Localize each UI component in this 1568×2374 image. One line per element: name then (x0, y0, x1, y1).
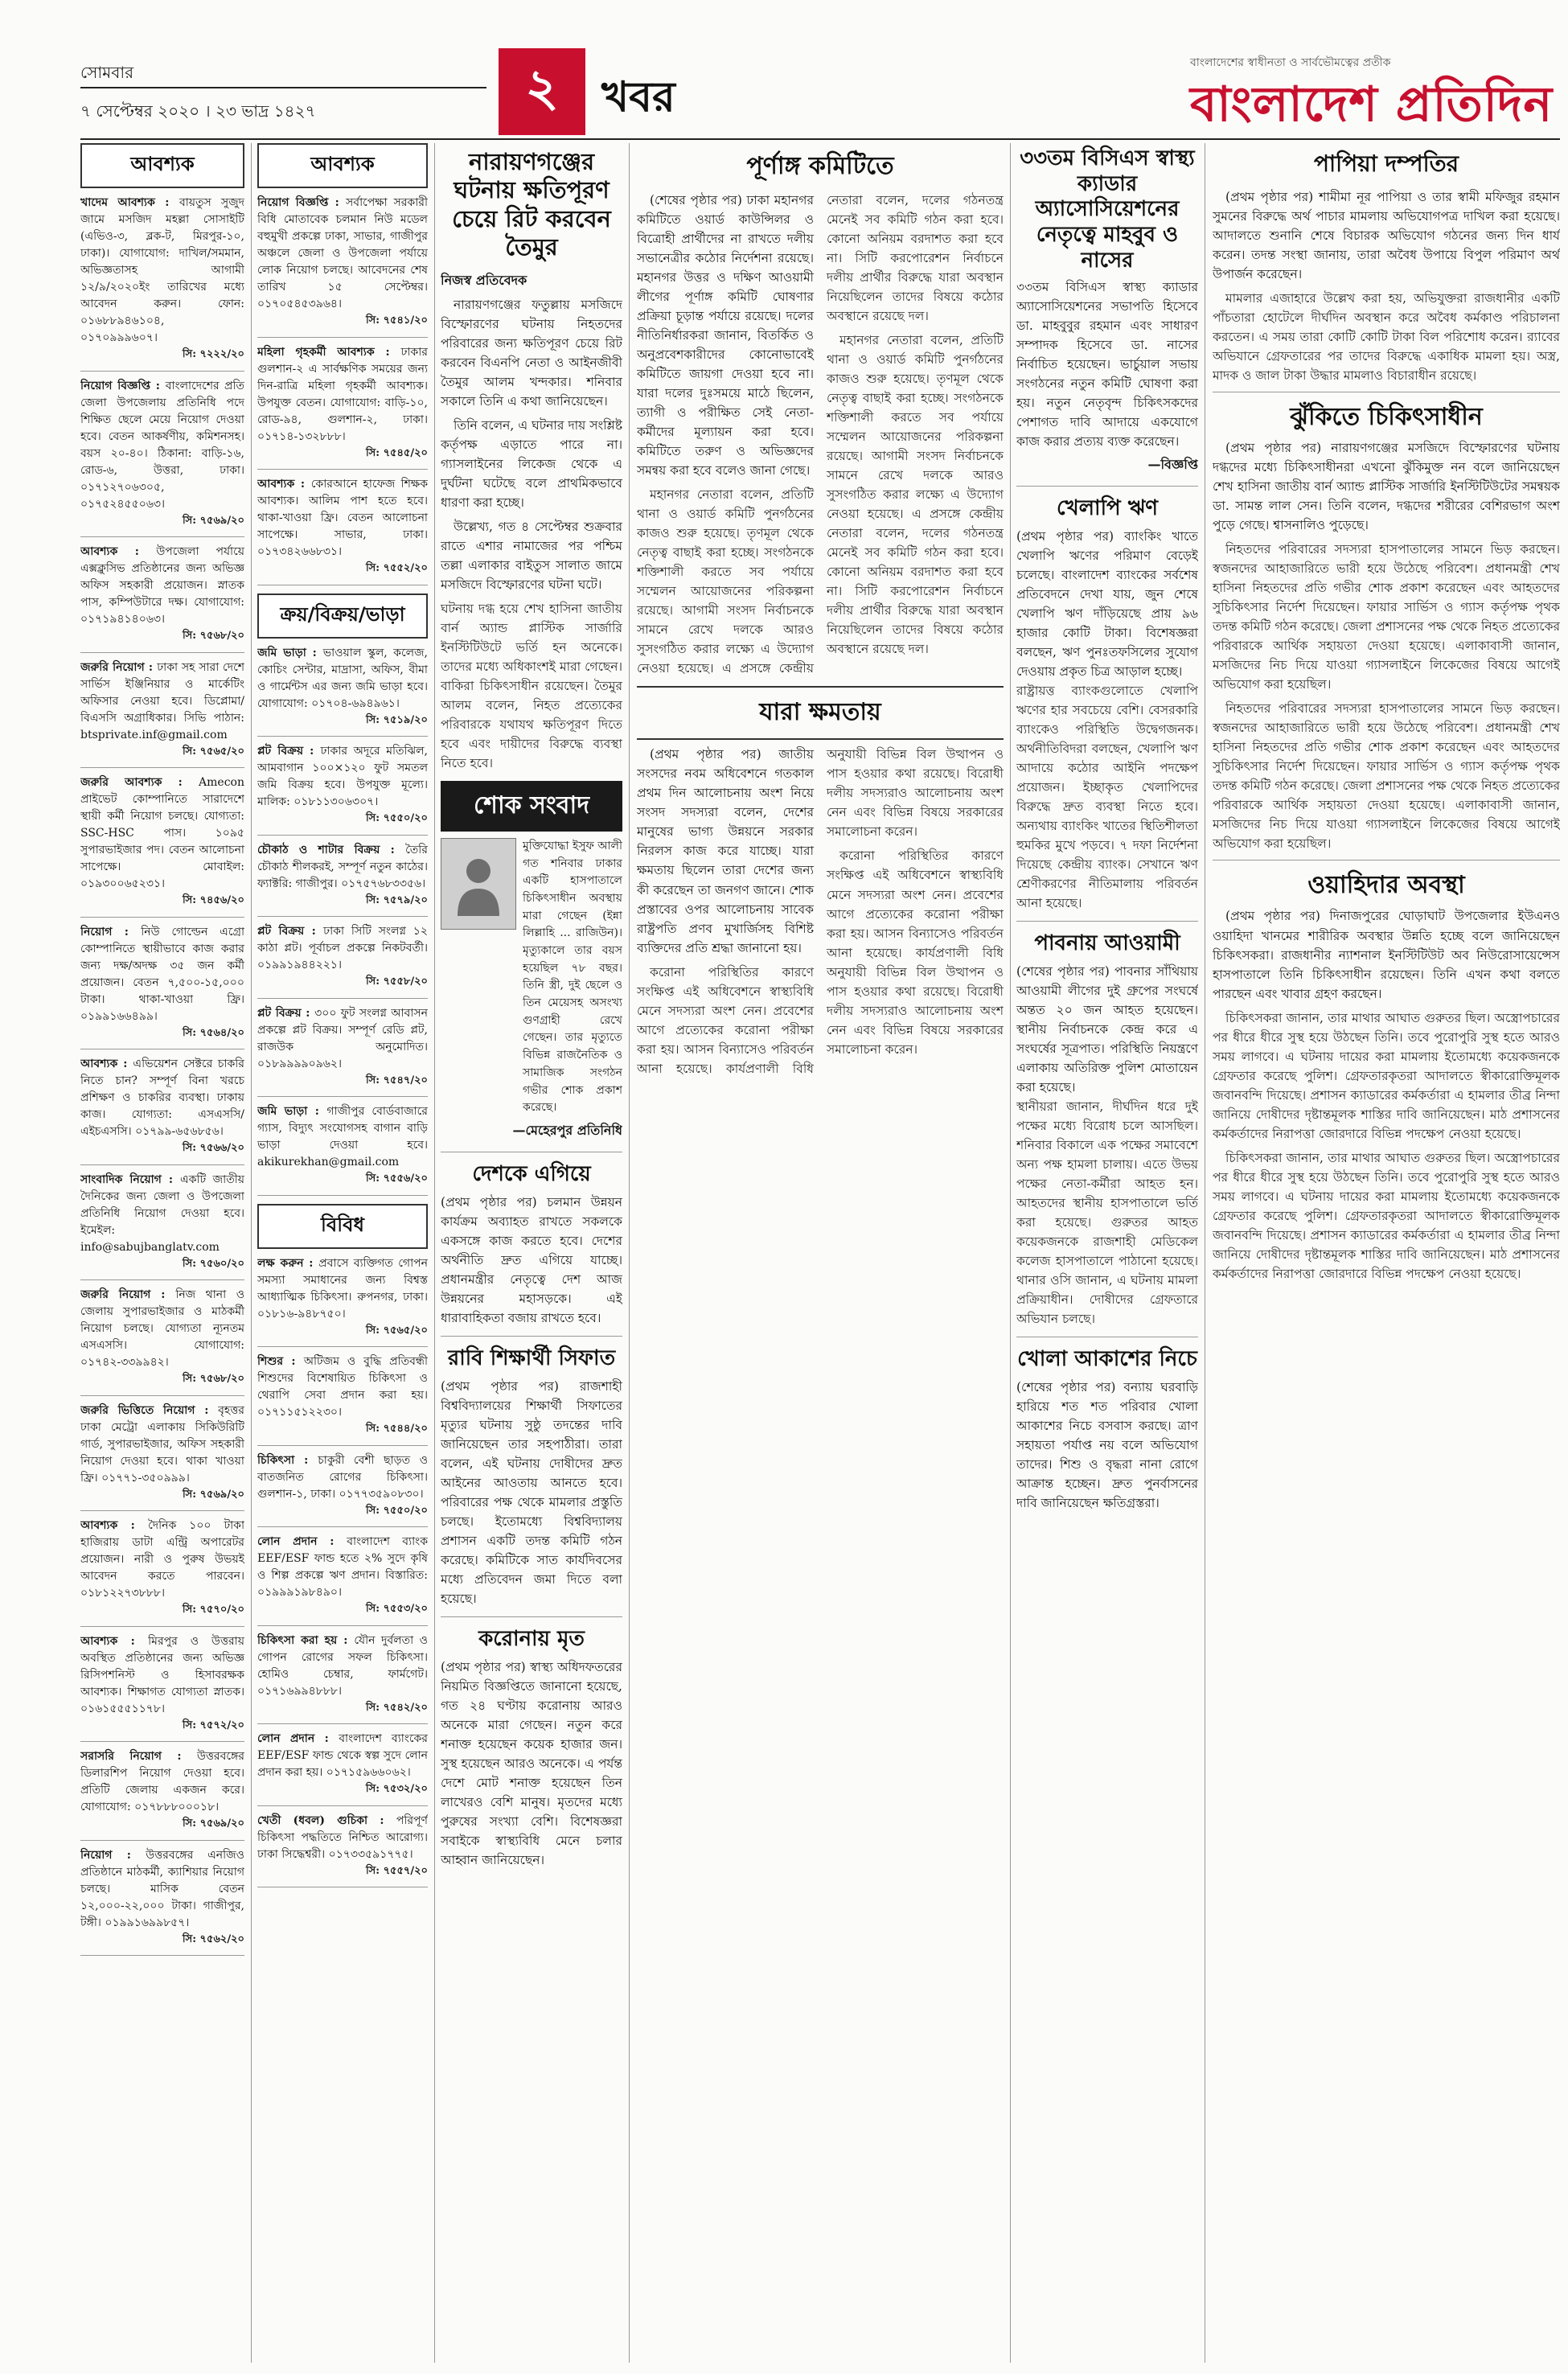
ad-text: মিরপুর ও উত্তরায় অবস্থিত প্রতিষ্ঠানের জন্য অভিজ্ঞ রিসিপশনিস্ট ও হিসাবরক্ষক আবশ্যক। শিক্ষাগত যোগ্যতা স্নাতক। ০১৬১৫৫৫১১৭৮। (80, 1634, 244, 1715)
ad-reference: সি: ৭৫৪৫/২০ (365, 446, 428, 459)
classified-ad (80, 1627, 244, 1743)
ad-text: কোরআনে হাফেজ শিক্ষক আবশ্যক। আলিম পাশ হতে হবে। থাকা-খাওয়া ফ্রি। বেতন আলোচনা সাপেক্ষে। সাভার, ঢাকা। ০১৭৩৪২৬৬৮৩১। (257, 478, 428, 558)
khola-headline: খোলা আকাশের নিচে (1016, 1337, 1198, 1378)
ad-reference: সি: ৭৫৬৫/২০ (182, 745, 244, 758)
page-number-box (499, 48, 585, 135)
narayanganj-paragraph: তিনি বলেন, এ ঘটনার দায় সংশ্লিষ্ট কর্তৃপক্ষ এড়াতে পারে না। গ্যাসলাইনের লিকেজ থেকে এ দুর্ঘটনা ঘটেছে বলে প্রাথমিকভাবে ধারণা করা হচ্ছে। (441, 417, 622, 510)
ad-reference: সি: ৭৫৫০/২০ (365, 812, 428, 824)
narayanganj-body (441, 295, 622, 594)
ad-text: বাংলাদেশ ব্যাংক EEF/ESF ফান্ড হতে ২% সুদে কৃষি ও শিল্প প্রকল্পে ঋণ প্রদান। বিস্তারিত: ০১৯৯৯১৯৮৪৯০। (257, 1535, 428, 1599)
jara-para: (প্রথম পৃষ্ঠার পর) জাতীয় সংসদের নবম অধিবেশনে গতকাল প্রথম দিন আলোচনায় অংশ নিয়ে সংসদ সদস্যরা বলেন, দেশের মানুষের ভাগ্য উন্নয়নে সরকার নিরলস কাজ করে যাচ্ছে। যারা ক্ষমতায় ছিলেন তারা দেশের জন্য কী করেছেন তা জনগণ জানে। শোক প্রস্তাবের ওপর আলোচনায় সাবেক রাষ্ট্রপতি প্রণব মুখার্জিসহ বিশিষ্ট ব্যক্তিদের প্রতি শ্রদ্ধা জানানো হয়। (637, 747, 814, 955)
classified-ad (257, 999, 428, 1098)
misc-list (257, 1249, 428, 1888)
header-date: ৭ সেপ্টেম্বর ২০২০ । ২৩ ভাদ্র ১৪২৭ (80, 101, 316, 121)
news-column-4-5 (637, 143, 1004, 2363)
ad-reference: সি: ৭২২২/২০ (182, 348, 244, 360)
purnango-body (637, 191, 1004, 678)
classified-ad (257, 1724, 428, 1806)
bukite-para: (প্রথম পৃষ্ঠার পর) নারায়ণগঞ্জের মসজিদে বিস্ফোরণের ঘটনায় দগ্ধদের মধ্যে চিকিৎসাধীনরা এখনো ঝুঁকিমুক্ত নন বলে জানিয়েছেন শেখ হাসিনা জাতীয় বার্ন অ্যান্ড প্লাস্টিক সার্জারি ইনস্টিটিউটের সমন্বয়ক ডা. সামন্ত লাল সেন। তিনি বলেন, দগ্ধদের শরীরের বেশিরভাগ অংশ পুড়ে গেছে। শ্বাসনালিও পুড়েছে। (1213, 441, 1560, 533)
narayanganj-continued: ঘটনায় দগ্ধ হয়ে শেখ হাসিনা জাতীয় বার্ন অ্যান্ড প্লাস্টিক সার্জারি ইনস্টিটিউটে ভর্তি হন অনেকে। তাদের মধ্যে অধিকাংশই মারা গেছেন। বাকিরা চিকিৎসাধীন রয়েছেন। তৈমুর আলম বলেন, নিহত প্রত্যেকের পরিবারকে যথাযথ ক্ষতিপূরণ দিতে হবে এবং দায়ীদের বিরুদ্ধে ব্যবস্থা নিতে হবে। (441, 601, 622, 770)
classified-column-2 (257, 143, 428, 2363)
ad-text: নিজ থানা ও জেলায় সুপারভাইজার ও মাঠকর্মী নিয়োগ চলছে। যোগ্যতা ন্যূনতম এসএসসি। যোগাযোগ: ০১৭৪২-৩৩৯৯৪২। (80, 1288, 244, 1369)
ad-title: নিয়োগ বিজ্ঞপ্তি : (257, 196, 347, 209)
classified-ad (257, 1097, 428, 1196)
ad-text: যৌন দুর্বলতা ও গোপন রোগের সফল চিকিৎসা। হোমিও চেম্বার, ফার্মগেট। ০১৭১৬৯৯৪৮৮৮। (257, 1633, 428, 1698)
ad-text: ঢাকা সহ সারা দেশে সার্ভিস ইঞ্জিনিয়ার ও মার্কেটিং অফিসার নেওয়া হবে। ডিপ্লোমা/বিএসসি অগ্রাধিকার। সিভি পাঠান: btsprivate.inf@gmail.com (80, 660, 244, 741)
ad-title: আবশ্যক : (257, 478, 311, 491)
deshke-body: (প্রথম পৃষ্ঠার পর) চলমান উন্নয়ন কার্যক্রম অব্যাহত রাখতে সকলকে একসঙ্গে কাজ করতে হবে। দেশের অর্থনীতি দ্রুত এগিয়ে যাচ্ছে। প্রধানমন্ত্রীর নেতৃত্বে দেশ আজ উন্নয়নের মহাসড়কে। এই ধারাবাহিকতা বজায় রাখতে হবে। (441, 1194, 622, 1325)
classified-ad (80, 1511, 244, 1627)
section-title: খবর (601, 73, 675, 121)
ad-text: বাংলাদেশ ব্যাংকের EEF/ESF ফান্ড থেকে স্বল্প সুদে লোন প্রদান করা হয়। ০১৭১৫৯৬৬০৬২। (257, 1732, 428, 1779)
ad-reference: সি: ৭৫৬৮/২০ (182, 630, 244, 642)
ad-title: লোন প্রদান : (257, 1535, 347, 1548)
ad-reference: সি: ৭৫৫৬/২০ (365, 1173, 428, 1185)
korona-body: (প্রথম পৃষ্ঠার পর) স্বাস্থ্য অধিদফতরের নিয়মিত বিজ্ঞপ্তিতে জানানো হয়েছে, গত ২৪ ঘণ্টায় করোনায় আরও অনেকে মারা গেছেন। নতুন করে শনাক্ত হয়েছেন কয়েক হাজার জন। সুস্থ হয়েছেন আরও অনেকে। এ পর্যন্ত দেশে মোট শনাক্ত হয়েছেন তিন লাখেরও বেশি মানুষ। মৃতদের মধ্যে পুরুষের সংখ্যা বেশি। বিশেষজ্ঞরা সবাইকে স্বাস্থ্যবিধি মেনে চলার আহ্বান জানিয়েছেন। (441, 1660, 622, 1868)
ad-text: অটিজম ও বুদ্ধি প্রতিবন্ধী শিশুদের বিশেষায়িত চিকিৎসা ও থেরাপি সেবা প্রদান করা হয়। ০১৭১১৫১২২৩০। (257, 1355, 428, 1419)
khola-body: (শেষের পৃষ্ঠার পর) বন্যায় ঘরবাড়ি হারিয়ে শত শত পরিবার খোলা আকাশের নিচে বসবাস করছে। ত্রাণ সহায়তা পর্যাপ্ত নয় বলে অভিযোগ তাদের। শিশু ও বৃদ্ধরা নানা রোগে আক্রান্ত হচ্ছেন। দ্রুত পুনর্বাসনের দাবি জানিয়েছেন ক্ষতিগ্রস্তরা। (1016, 1380, 1198, 1511)
ad-reference: সি: ৭৫৬০/২০ (182, 1257, 244, 1270)
classified-ad (80, 1396, 244, 1512)
bcs-headline: ৩৩তম বিসিএস স্বাস্থ্য ক্যাডার অ্যাসোসিয়েশনের নেতৃত্বে মাহবুব ও নাসের (1020, 146, 1195, 273)
papia-para: (প্রথম পৃষ্ঠার পর) শামীমা নূর পাপিয়া ও তার স্বামী মফিজুর রহমান সুমনের বিরুদ্ধে অর্থ পাচার মামলায় অভিযোগপত্র দাখিল করা হয়েছে। আদালতে শুনানি শেষে বিচারক অভিযোগ গঠনের জন্য দিন ধার্য করেন। তদন্ত সংস্থা জানায়, তারা অবৈধ উপায়ে বিপুল পরিমাণ অর্থ উপার্জন করেছেন। (1213, 190, 1560, 282)
brand-tagline: বাংলাদেশের স্বাধীনতা ও সার্বভৌমত্বের প্রতীক (1190, 56, 1391, 69)
classified-heading-2: আবশ্যক (257, 143, 428, 188)
ad-title: নিয়োগ : (80, 1848, 146, 1862)
ad-reference: সি: ৭৫৫২/২০ (365, 562, 428, 574)
ad-reference: সি: ৭৫৪২/২০ (365, 1701, 428, 1714)
ad-text: নিউ গোল্ডেন এগ্রো কোম্পানিতে স্থায়ীভাবে কাজ করার জন্য দক্ষ/অদক্ষ ৩৫ জন কর্মী প্রয়োজন। বেতন ৭,৫০০-১৫,০০০ টাকা। থাকা-খাওয়া ফ্রি। ০১৯৯১৬৬৪৯৯। (80, 925, 244, 1023)
ad-title: প্লট বিক্রয় : (257, 925, 324, 938)
classified-ad (80, 1049, 244, 1165)
ad-reference: সি: ৭৫৬৬/২০ (182, 1142, 244, 1154)
ad-title: জরুরি ভিত্তিতে নিয়োগ : (80, 1403, 219, 1417)
ad-title: আবশ্যক : (80, 1634, 149, 1648)
ad-text: পরিপূর্ণ চিকিৎসা পদ্ধতিতে নিশ্চিত আরোগ্য। ঢাকা সিদ্ধেশ্বরী। ০১৭৩৩৫৯১৭৭৫। (257, 1813, 428, 1861)
classified-ad (257, 1347, 428, 1446)
wahid-continued-2: চিকিৎসকরা জানান, তার মাথার আঘাত গুরুতর ছিল। অস্ত্রোপচারের পর ধীরে ধীরে সুস্থ হয়ে উঠছেন তিনি। তবে পুরোপুরি সুস্থ হতে আরও সময় লাগবে। এ ঘটনায় দায়ের করা মামলায় ইতোমধ্যে কয়েকজনকে গ্রেফতার করেছে পুলিশ। গ্রেফতারকৃতরা আদালতে স্বীকারোক্তিমূলক জবানবন্দি দিয়েছে। প্রশাসন ক্যাডারের কর্মকর্তারা এ হামলার তীব্র নিন্দা জানিয়ে দোষীদের দৃষ্টান্তমূলক শাস্তির দাবি জানিয়েছেন। মাঠ প্রশাসনের কর্মকর্তাদের নিরাপত্তা জোরদারে বিভিন্ন পদক্ষেপ নেওয়া হয়েছে। (1213, 1150, 1560, 1281)
classified-ad (80, 653, 244, 769)
misc-heading: বিবিধ (257, 1204, 428, 1249)
pabna-continued: স্থানীয়রা জানান, দীর্ঘদিন ধরে দুই পক্ষের মধ্যে বিরোধ চলে আসছিল। শনিবার বিকালে এক পক্ষের সমাবেশে অন্য পক্ষ হামলা চালায়। এতে উভয় পক্ষের নেতা-কর্মীরা আহত হন। আহতদের স্থানীয় হাসপাতালে ভর্তি করা হয়েছে। গুরুতর আহত কয়েকজনকে রাজশাহী মেডিকেল কলেজ হাসপাতালে পাঠানো হয়েছে। থানার ওসি জানান, এ ঘটনায় মামলা প্রক্রিয়াধীন। দোষীদের গ্রেফতারে অভিযান চলছে। (1016, 1099, 1198, 1327)
wahid-continued: চিকিৎসকরা জানান, তার মাথার আঘাত গুরুতর ছিল। অস্ত্রোপচারের পর ধীরে ধীরে সুস্থ হয়ে উঠছেন তিনি। তবে পুরোপুরি সুস্থ হতে আরও সময় লাগবে। এ ঘটনায় দায়ের করা মামলায় ইতোমধ্যে কয়েকজনকে গ্রেফতার করেছে পুলিশ। গ্রেফতারকৃতরা আদালতে স্বীকারোক্তিমূলক জবানবন্দি দিয়েছে। প্রশাসন ক্যাডারের কর্মকর্তারা এ হামলার তীব্র নিন্দা জানিয়ে দোষীদের দৃষ্টান্তমূলক শাস্তির দাবি জানিয়েছেন। মাঠ প্রশাসনের কর্মকর্তাদের নিরাপত্তা জোরদারে বিভিন্ন পদক্ষেপ নেওয়া হয়েছে। (1213, 1010, 1560, 1141)
news-column-7 (1213, 143, 1560, 2363)
ad-text: বায়তুস সুজুদ জামে মসজিদ মহল্লা সোসাইটি (এভিও-৩, ব্লক-ট, মিরপুর-১০, ঢাকা)। যোগাযোগ: দাখিল/সমমান, অভিজ্ঞতাসহ আগামী ১২/৯/২০২০ইং তারিখের মধ্যে আবেদন করুন। ফোন: ০১৬৮৮৯৪৬১০৪, ০১৭০৯৯৯৬০৭। (80, 196, 244, 344)
jara-continued: করোনা পরিস্থিতির কারণে সংক্ষিপ্ত এই অধিবেশনে স্বাস্থ্যবিধি মেনে সদস্যরা অংশ নেন। প্রবেশের আগে প্রত্যেকের করোনা পরীক্ষা করা হয়। আসন বিন্যাসেও পরিবর্তন আনা হয়েছে। কার্যপ্রণালী বিধি অনুযায়ী বিভিন্ন বিল উত্থাপন ও পাস হওয়ার কথা রয়েছে। বিরোধী দলীয় সদস্যরাও আলোচনায় অংশ নেন এবং বিভিন্ন বিষয়ে সরকারের সমালোচনা করেন। (637, 747, 1004, 1076)
korona-headline: করোনায় মৃত (441, 1616, 622, 1657)
kheLapi-body: (প্রথম পৃষ্ঠার পর) ব্যাংকিং খাতে খেলাপি ঋণের পরিমাণ বেড়েই চলেছে। বাংলাদেশ ব্যাংকের সর্বশেষ প্রতিবেদনে দেখা যায়, জুন শেষে খেলাপি ঋণ দাঁড়িয়েছে প্রায় ৯৬ হাজার কোটি টাকা। বিশেষজ্ঞরা বলছেন, ঋণ পুনঃতফসিলের সুযোগ দেওয়ায় প্রকৃত চিত্র আড়াল হচ্ছে। (1016, 528, 1198, 679)
header-bottom-rule (80, 138, 1560, 140)
kheLapi-headline: খেলাপি ঋণ (1016, 486, 1198, 527)
papia-body (1213, 187, 1560, 385)
classified-ad (80, 768, 244, 918)
classified-ad (257, 1249, 428, 1348)
ad-text: Amecon প্রাইভেট কোম্পানিতে সারাদেশে স্থায়ী কর্মী নিয়োগ চলছে। যোগ্যতা: SSC-HSC পাস। ১০৯৫ সুপারভাইজার পদ। বেতন আলোচনা সাপেক্ষে। মোবাইল: ০১৯৩০০৬৫২৩১। (80, 776, 244, 890)
ad-text: ঢাকার গুলশান-২ এ সার্বক্ষণিক সময়ের জন্য দিন-রাত্রি মহিলা গৃহকর্মী আবশ্যক। উপযুক্ত বেতন। যোগাযোগ: বাড়ি-১০, রোড-৯৪, গুলশান-২, ঢাকা। ০১৭১৪-১৩২৮৮৮। (257, 345, 428, 443)
ad-title: সরাসরি নিয়োগ : (80, 1750, 197, 1763)
ad-title: আবশ্যক : (80, 1058, 133, 1070)
classified-ad (257, 917, 428, 999)
obituary-banner: শোক সংবাদ (441, 781, 622, 832)
papia-headline: পাপিয়া দম্পতির (1313, 150, 1459, 177)
ad-text: উত্তরবঙ্গের ডিলারশিপ নিয়োগ দেওয়া হবে। প্রতিটি জেলায় একজন করে। যোগাযোগ: ০১৭৮৮৮০০০১৮। (80, 1750, 244, 1813)
bcs-body: ৩৩তম বিসিএস স্বাস্থ্য ক্যাডার অ্যাসোসিয়েশনের সভাপতি হিসেবে ডা. মাহবুবুর রহমান এবং সাধারণ সম্পাদক হিসেবে ডা. নাসের নির্বাচিত হয়েছেন। ভার্চুয়াল সভায় সংগঠনের নতুন কমিটি ঘোষণা করা হয়। নতুন নেতৃবৃন্দ চিকিৎসকদের পেশাগত দাবি আদায়ে একযোগে কাজ করার প্রত্যয় ব্যক্ত করেছেন। (1016, 279, 1198, 449)
news-column-3 (441, 143, 622, 2363)
ad-reference: সি: ৭৫৬২/২০ (182, 1932, 244, 1945)
ad-title: খাদেম আবশ্যক : (80, 196, 179, 209)
obituary-photo (441, 838, 516, 930)
ad-title: নিয়োগ : (80, 925, 142, 939)
ad-reference: সি: ৭৫১৯/২০ (365, 713, 428, 726)
narayanganj-paragraph: নারায়ণগঞ্জের ফতুল্লায় মসজিদে বিস্ফোরণের ঘটনায় নিহতদের পরিবারের জন্য ক্ষতিপূরণ চেয়ে রিট করবেন বিএনপি নেতা ও আইনজীবী তৈমুর আলম খন্দকার। শনিবার সকালে তিনি এ কথা জানিয়েছেন। (441, 297, 622, 409)
ad-reference: সি: ৭৫৬৫/২০ (365, 1324, 428, 1337)
ad-title: জমি ভাড়া : (257, 1105, 327, 1118)
ad-text: চাকুরী বেশী ছাড়ত ও বাতজনিত রোগের চিকিৎসা। গুলশান-১, ঢাকা। ০১৭৭৩৫৯০৮৩০। (257, 1453, 428, 1501)
ad-reference: সি: ৭৫৭২/২০ (182, 1719, 244, 1731)
classified-ad (80, 188, 244, 372)
ad-text: ঢাকার অদূরে মতিঝিল, আমবাগান ১০০×১২০ ফুট সমতল জমি বিক্রয় হবে। উপযুক্ত মূল্যে। মালিক: ০১৮১১৩০৬৩০৭। (257, 745, 428, 808)
ad-title: মহিলা গৃহকর্মী আবশ্যক : (257, 345, 401, 359)
ad-text: গাজীপুর বোর্ডবাজারে গ্যাস, বিদ্যুৎ সংযোগসহ বাগান বাড়ি ভাড়া দেওয়া হবে। akikurekhan@gmail.com (257, 1105, 428, 1169)
ad-text: ৩০০ ফুট সংলগ্ন আবাসন প্রকল্পে প্লট বিক্রয়। সম্পূর্ণ রেডি প্লট, রাজউক অনুমোদিত। ০১৮৯৯৯৯০৯৬২। (257, 1006, 428, 1070)
pabna-headline: পাবনায় আওয়ামী (1016, 921, 1198, 962)
classified-ad (80, 1165, 244, 1281)
bukite-body (1213, 438, 1560, 853)
wahid-headline: ওয়াহিদার অবস্থা (1213, 860, 1560, 906)
bukite-continued: নিহতদের পরিবারের সদস্যরা হাসপাতালের সামনে ভিড় করছেন। স্বজনদের আহাজারিতে ভারী হয়ে উঠেছে পরিবেশ। প্রধানমন্ত্রী শেখ হাসিনা নিহতদের প্রতি গভীর শোক প্রকাশ করেছেন এবং আহতদের সুচিকিৎসার নির্দেশ দিয়েছেন। ফায়ার সার্ভিস ও গ্যাস কর্তৃপক্ষ পৃথক তদন্ত কমিটি গঠন করেছে। জেলা প্রশাসনের পক্ষ থেকে নিহত প্রত্যেকের পরিবারকে আর্থিক সহায়তা দেওয়া হয়েছে। এলাকাবাসী জানান, মসজিদের নিচ দিয়ে যাওয়া গ্যাসলাইনে লিকেজের বিষয়ে আগেই অভিযোগ করা হয়েছিল। (1213, 542, 1560, 692)
ad-reference: সি: ৭৫৭০/২০ (182, 1604, 244, 1616)
ad-reference: সি: ৭৫৪১/২০ (365, 314, 428, 327)
deshke-headline: দেশকে এগিয়ে (441, 1152, 622, 1193)
column-rule (434, 143, 435, 2363)
ad-title: জরুরি নিয়োগ : (80, 1288, 176, 1301)
ad-text: বৃহত্তর ঢাকা মেট্রো এলাকায় সিকিউরিটি গার্ড, সুপারভাইজার, অফিস সহকারী নিয়োগ দেওয়া হবে। থাকা খাওয়া ফ্রি। ০১৭৭১-৩৫০৯৯৯। (80, 1403, 244, 1485)
brand-logo: বাংলাদেশ প্রতিদিন (1190, 76, 1554, 133)
ad-title: শিশুর : (257, 1355, 304, 1368)
ad-title: নিয়োগ বিজ্ঞপ্তি : (80, 379, 166, 392)
narayanganj-headline: নারায়ণগঞ্জের ঘটনায় ক্ষতিপূরণ চেয়ে রিট করবেন তৈমুর (452, 148, 611, 261)
ad-reference: সি: ৭৫৬৯/২০ (182, 514, 244, 527)
ad-reference: সি: ৭৫৫৮/২০ (365, 975, 428, 988)
ad-reference: সি: ৭৫৩২/২০ (365, 1783, 428, 1795)
ad-title: চৌকাঠ ও শাটার বিক্রয় : (257, 843, 406, 856)
sale-list (257, 639, 428, 1196)
rabi-headline: রাবি শিক্ষার্থী সিফাত (441, 1336, 622, 1377)
jara-continued-2: করোনা পরিস্থিতির কারণে সংক্ষিপ্ত এই অধিবেশনে স্বাস্থ্যবিধি মেনে সদস্যরা অংশ নেন। প্রবেশের আগে প্রত্যেকের করোনা পরীক্ষা করা হয়। আসন বিন্যাসেও পরিবর্তন আনা হয়েছে। কার্যপ্রণালী বিধি অনুযায়ী বিভিন্ন বিল উত্থাপন ও পাস হওয়ার কথা রয়েছে। বিরোধী দলীয় সদস্যরাও আলোচনায় অংশ নেন এবং বিভিন্ন বিষয়ে সরকারের সমালোচনা করেন। (827, 848, 1004, 1057)
ad-text: একটি জাতীয় দৈনিকের জন্য জেলা ও উপজেলা প্রতিনিধি নিয়োগ দেওয়া হবে। ইমেইল: info@sabujbanglatv.com (80, 1173, 244, 1254)
ad-title: লক্ষ করুন : (257, 1256, 319, 1270)
wahid-para: (প্রথম পৃষ্ঠার পর) দিনাজপুরের ঘোড়াঘাট উপজেলার ইউএনও ওয়াহিদা খানমের শারীরিক অবস্থার উন্নতি হচ্ছে বলে জানিয়েছেন চিকিৎসকরা। রাজধানীর ন্যাশনাল ইনস্টিটিউট অব নিউরোসায়েন্সেস হাসপাতালে তিনি চিকিৎসাধীন রয়েছেন। তিনি এখন কথা বলতে পারছেন এবং খাবার গ্রহণ করছেন। (1213, 909, 1560, 1001)
ad-text: ঢাকা সিটি সংলগ্ন ১২ কাঠা প্লট। পূর্বাচল প্রকল্পে নিকটবর্তী। ০১৯৯১৯৪৪২২১। (257, 925, 428, 971)
classified-ad (257, 1527, 428, 1626)
ad-reference: সি: ৭৫৫০/২০ (365, 1504, 428, 1517)
jara-body (637, 745, 1004, 1078)
ad-text: দৈনিক ১০০ টাকা হাজিরায় ডাটা এন্ট্রি অপারেটর প্রয়োজন। নারী ও পুরুষ উভয়ই আবেদন করতে পারবেন। ০১৮১২২৭৩৮৮৮। (80, 1519, 244, 1600)
ad-reference: সি: ৭৪৫৬/২০ (182, 894, 244, 906)
ad-reference: সি: ৭৫৬৪/২০ (182, 1026, 244, 1039)
ad-title: খেতী (ধবল) গুচিকা : (257, 1813, 396, 1827)
column-rule (629, 143, 630, 2363)
ad-text: ভাওয়াল স্কুল, কলেজ, কোচিং সেন্টার, মাদ্রাসা, অফিস, বীমা ও গার্মেন্টস এর জন্য জমি ভাড়া হবে। যোগাযোগ: ০১৭০৪-৬৯৪৯৬১। (257, 646, 428, 710)
classified-list (80, 188, 244, 1956)
classified-list-2 (257, 188, 428, 585)
purnango-para: (শেষের পৃষ্ঠার পর) ঢাকা মহানগর কমিটিতে ওয়ার্ড কাউন্সিলর ও বিত্রোহী প্রার্থীদের না রাখতে দলীয় সভানেত্রীর কঠোর নির্দেশনা রয়েছে। মহানগর উত্তর ও দক্ষিণ আওয়ামী লীগের পূর্ণাঙ্গ কমিটি ঘোষণার প্রক্রিয়া চূড়ান্ত পর্যায়ে রয়েছে। দলের নীতিনির্ধারকরা জানান, বিতর্কিত ও অনুপ্রবেশকারীদের কোনোভাবেই কমিটিতে জায়গা দেওয়া হবে না। যারা দলের দুঃসময়ে মাঠে ছিলেন, ত্যাগী ও পরীক্ষিত সেই নেতা-কর্মীদের মূল্যায়ন করা হবে। কমিটিতে তরুণ ও অভিজ্ঞদের সমন্বয় করা হবে বলেও জানা গেছে। (637, 193, 814, 478)
ad-text: সর্বাপেক্ষা সরকারী বিধি মোতাবেক চলমান নিউ মডেল বহুমুখী প্রকল্পে ঢাকা, সাভার, গাজীপুর অঞ্চলে জেলা ও উপজেলা পর্যায়ে লোক নিয়োগ চলছে। আবেদনের শেষ তারিখ ১৫ সেপ্টেম্বর। ০১৭০৫৪৫৩৯৬৪। (257, 196, 428, 310)
person-photo-icon (454, 852, 503, 916)
classified-heading: আবশ্যক (80, 143, 244, 188)
news-column-6 (1016, 143, 1198, 2363)
ad-reference: সি: ৭৫৬৮/২০ (182, 1373, 244, 1385)
ad-title: জরুরি আবশ্যক : (80, 776, 199, 789)
bukite-headline: ঝুঁকিতে চিকিৎসাধীন (1213, 392, 1560, 438)
ad-title: চিকিৎসা করা হয় : (257, 1633, 355, 1647)
ad-title: চিকিৎসা : (257, 1453, 318, 1467)
ad-title: আবশ্যক : (80, 545, 157, 558)
classified-ad (80, 918, 244, 1050)
classified-column-1 (80, 143, 244, 2363)
classified-ad (257, 737, 428, 836)
purnango-headline: পূর্ণাঙ্গ কমিটিতে (746, 152, 894, 180)
ad-text: উত্তরবঙ্গের এনজিও প্রতিষ্ঠানে মাঠকর্মী, ক্যাশিয়ার নিয়োগ চলছে। মাসিক বেতন ১২,০০০-২২,০০০ টাকা। গাজীপুর, টঙ্গী। ০১৯৯১৬৯৯৮৫৭। (80, 1848, 244, 1929)
sale-heading: ক্রয়/বিক্রয়/ভাড়া (257, 594, 428, 639)
papia-continued: মামলার এজাহারে উল্লেখ করা হয়, অভিযুক্তরা রাজধানীর একটি পাঁচতারা হোটেলে দীর্ঘদিন অবস্থান করে অবৈধ কর্মকাণ্ড পরিচালনা করতেন। এ সময় তারা কোটি কোটি টাকা বিল পরিশোধ করেন। র‌্যাবের অভিযানে গ্রেফতারের পর তাদের বিরুদ্ধে একাধিক মামলা হয়। অস্ত্র, মাদক ও জাল টাকা উদ্ধার মামলাও বিচারাধীন রয়েছে। (1213, 291, 1560, 384)
header-rule (80, 87, 486, 88)
ad-reference: সি: ৭৫৫৩/২০ (365, 1603, 428, 1615)
ad-title: জমি ভাড়া : (257, 646, 323, 659)
classified-ad (80, 537, 244, 653)
ad-title: প্লট বিক্রয় : (257, 745, 321, 758)
header-day: সোমবার (80, 63, 134, 82)
page-header (0, 0, 1568, 145)
ad-text: তৈরি চৌকাঠ শীলকরই, সম্পূর্ণ নতুন কাঠের। ফ্যাক্টরি: গাজীপুর। ০১৭৫৭৬৮৩৩৫৬। (257, 843, 428, 890)
ad-reference: সি: ৭৫৪৭/২০ (365, 1074, 428, 1086)
classified-ad (80, 1841, 244, 1957)
ad-title: সাংবাদিক নিয়োগ : (80, 1173, 180, 1186)
classified-ad (257, 338, 428, 470)
ad-reference: সি: ৭৫৪৪/২০ (365, 1423, 428, 1435)
classified-ad (80, 1742, 244, 1841)
classified-ad (257, 639, 428, 737)
narayanganj-byline: নিজস্ব প্রতিবেদক (441, 272, 527, 288)
bcs-credit: —বিজ্ঞপ্তি (1147, 456, 1198, 472)
pabna-body: (শেষের পৃষ্ঠার পর) পাবনার সাঁথিয়ায় আওয়ামী লীগের দুই গ্রুপের সংঘর্ষে অন্তত ২০ জন আহত হয়েছেন। স্থানীয় নির্বাচনকে কেন্দ্র করে এ সংঘর্ষের সূত্রপাত। পরিস্থিতি নিয়ন্ত্রণে এলাকায় অতিরিক্ত পুলিশ মোতায়েন করা হয়েছে। (1016, 964, 1198, 1095)
ad-reference: সি: ৭৫৫৭/২০ (365, 1864, 428, 1877)
ad-title: প্লট বিক্রয় : (257, 1006, 315, 1020)
ad-text: প্রবাসে ব্যক্তিগত গোপন সমস্যা সমাধানের জন্য বিশ্বস্ত আধ্যাত্মিক চিকিৎসা। রুপনগর, ঢাকা। ০১৮১৬-৯৪৮৭৫০। (257, 1256, 428, 1320)
classified-ad (257, 188, 428, 338)
column-rule (1010, 143, 1011, 2363)
classified-ad (257, 1626, 428, 1725)
classified-ad (257, 470, 428, 585)
wahid-body (1213, 906, 1560, 1283)
ad-title: লোন প্রদান : (257, 1732, 339, 1745)
jara-headline: যারা ক্ষমতায় (637, 686, 1004, 740)
ad-reference: সি: ৭৫৭৯/২০ (365, 893, 428, 906)
narayanganj-paragraph: উল্লেখ্য, গত ৪ সেপ্টেম্বর শুক্রবার রাতে এশার নামাজের পর পশ্চিম তল্লা এলাকার বাইতুস সালাত জামে মসজিদে বিস্ফোরণের ঘটনা ঘটে। (441, 519, 622, 592)
classified-ad (80, 372, 244, 538)
rabi-body: (প্রথম পৃষ্ঠার পর) রাজশাহী বিশ্ববিদ্যালয়ের শিক্ষার্থী সিফাতের মৃত্যুর ঘটনায় সুষ্ঠু তদন্তের দাবি জানিয়েছেন তার সহপাঠীরা। তারা বলেন, এই ঘটনায় দোষীদের দ্রুত আইনের আওতায় আনতে হবে। পরিবারের পক্ষ থেকে মামলার প্রস্তুতি চলছে। ইতোমধ্যে বিশ্ববিদ্যালয় প্রশাসন একটি তদন্ত কমিটি গঠন করেছে। কমিটিকে সাত কার্যদিবসের মধ্যে প্রতিবেদন জমা দিতে বলা হয়েছে। (441, 1378, 622, 1607)
page-number: ২ (525, 58, 559, 118)
obituary-credit: —মেহেরপুর প্রতিনিধি (512, 1122, 622, 1138)
ad-title: জরুরি নিয়োগ : (80, 660, 158, 674)
classified-ad (257, 1806, 428, 1888)
ad-text: উপজেলা পর্যায়ে এক্সক্লুসিভ প্রতিষ্ঠানের জন্য অভিজ্ঞ অফিস সহকারী প্রয়োজন। স্নাতক পাস, কম্পিউটারে দক্ষ। যোগাযোগ: ০১৭১৯৪১৪০৬৩। (80, 545, 244, 626)
ad-text: বাংলাদেশের প্রতি জেলা উপজেলায় প্রতিনিধি পদে শিক্ষিত ছেলে মেয়ে নিয়োগ দেওয়া হবে। বেতন আকর্ষণীয়, কমিশনসহ। বয়স ২০-৪০। ঠিকানা: বাড়ি-১৬, রোড-৬, উত্তরা, ঢাকা। ০১৭১২৭০৬৩০৫, ০১৭৫২৪৫৫০৬৩। (80, 379, 244, 511)
classified-ad (257, 836, 428, 918)
purnango-continued: মহানগর নেতারা বলেন, প্রতিটি থানা ও ওয়ার্ড কমিটি পুনর্গঠনের কাজও শুরু হয়েছে। তৃণমূল থেকে নেতৃত্ব বাছাই করা হচ্ছে। সংগঠনকে শক্তিশালী করতে সব পর্যায়ে সম্মেলন আয়োজনের পরিকল্পনা রয়েছে। আগামী সংসদ নির্বাচনকে সামনে রেখে দলকে আরও সুসংগঠিত করার লক্ষ্যে এ উদ্যোগ নেওয়া হয়েছে। এ প্রসঙ্গে কেন্দ্রীয় নেতারা বলেন, দলের গঠনতন্ত্র মেনেই সব কমিটি গঠন করা হবে। কোনো অনিয়ম বরদাশত করা হবে না। সিটি করপোরেশন নির্বাচনে দলীয় প্রার্থীর বিরুদ্ধে যারা অবস্থান নিয়েছিলেন তাদের বিষয়ে কঠোর অবস্থানে রয়েছে দল। (637, 193, 1004, 676)
kheLapi-continued: রাষ্ট্রায়ত্ত ব্যাংকগুলোতে খেলাপি ঋণের হার সবচেয়ে বেশি। বেসরকারি ব্যাংকেও পরিস্থিতি উদ্বেগজনক। অর্থনীতিবিদরা বলছেন, খেলাপি ঋণ আদায়ে কঠোর আইনি পদক্ষেপ প্রয়োজন। ইচ্ছাকৃত খেলাপিদের বিরুদ্ধে দ্রুত ব্যবস্থা নিতে হবে। অন্যথায় ব্যাংকিং খাতের স্থিতিশীলতা হুমকির মুখে পড়বে। ৭ দফা নির্দেশনা দিয়েছে কেন্দ্রীয় ব্যাংক। সেখানে ঋণ শ্রেণীকরণের নীতিমালায় পরিবর্তন আনা হয়েছে। (1016, 683, 1198, 911)
purnango-continued-2: মহানগর নেতারা বলেন, প্রতিটি থানা ও ওয়ার্ড কমিটি পুনর্গঠনের কাজও শুরু হয়েছে। তৃণমূল থেকে নেতৃত্ব বাছাই করা হচ্ছে। সংগঠনকে শক্তিশালী করতে সব পর্যায়ে সম্মেলন আয়োজনের পরিকল্পনা রয়েছে। আগামী সংসদ নির্বাচনকে সামনে রেখে দলকে আরও সুসংগঠিত করার লক্ষ্যে এ উদ্যোগ নেওয়া হয়েছে। এ প্রসঙ্গে কেন্দ্রীয় নেতারা বলেন, দলের গঠনতন্ত্র মেনেই সব কমিটি গঠন করা হবে। কোনো অনিয়ম বরদাশত করা হবে না। সিটি করপোরেশন নির্বাচনে দলীয় প্রার্থীর বিরুদ্ধে যারা অবস্থান নিয়েছিলেন তাদের বিষয়ে কঠোর অবস্থানে রয়েছে দল। (827, 333, 1004, 657)
ad-reference: সি: ৭৫৬৯/২০ (182, 1817, 244, 1830)
obituary-text: মুক্তিযোদ্ধা ইসুফ আলী গত শনিবার ঢাকার একটি হাসপাতালে চিকিৎসাধীন অবস্থায় মারা গেছেন (ইন্না লিল্লাহি ... রাজিউন)। মৃত্যুকালে তার বয়স হয়েছিল ৭৮ বছর। তিনি স্ত্রী, দুই ছেলে ও তিন মেয়েসহ অসংখ্য গুণগ্রাহী রেখে গেছেন। তার মৃত্যুতে বিভিন্ন রাজনৈতিক ও সামাজিক সংগঠন গভীর শোক প্রকাশ করেছে। (523, 839, 622, 1115)
ad-reference: সি: ৭৫৬৯/২০ (182, 1488, 244, 1501)
ad-title: আবশ্যক : (80, 1519, 149, 1532)
bukite-continued-2: নিহতদের পরিবারের সদস্যরা হাসপাতালের সামনে ভিড় করছেন। স্বজনদের আহাজারিতে ভারী হয়ে উঠেছে পরিবেশ। প্রধানমন্ত্রী শেখ হাসিনা নিহতদের প্রতি গভীর শোক প্রকাশ করেছেন এবং আহতদের সুচিকিৎসার নির্দেশ দিয়েছেন। ফায়ার সার্ভিস ও গ্যাস কর্তৃপক্ষ পৃথক তদন্ত কমিটি গঠন করেছে। জেলা প্রশাসনের পক্ষ থেকে নিহত প্রত্যেকের পরিবারকে আর্থিক সহায়তা দেওয়া হয়েছে। এলাকাবাসী জানান, মসজিদের নিচ দিয়ে যাওয়া গ্যাসলাইনে লিকেজের বিষয়ে আগেই অভিযোগ করা হয়েছিল। (1213, 701, 1560, 852)
classified-ad (257, 1446, 428, 1528)
column-rule (251, 143, 252, 2363)
classified-ad (80, 1280, 244, 1396)
ad-text: এভিয়েশন সেক্টরে চাকরি নিতে চান? সম্পূর্ণ বিনা খরচে প্রশিক্ষণ ও চাকরির ব্যবস্থা। ঢাকায় কাজ। যোগ্যতা: এসএসসি/এইচএসসি। ০১৭৯৯-৬৫৬৮৫৬। (80, 1058, 244, 1138)
obituary-block (441, 838, 622, 1117)
